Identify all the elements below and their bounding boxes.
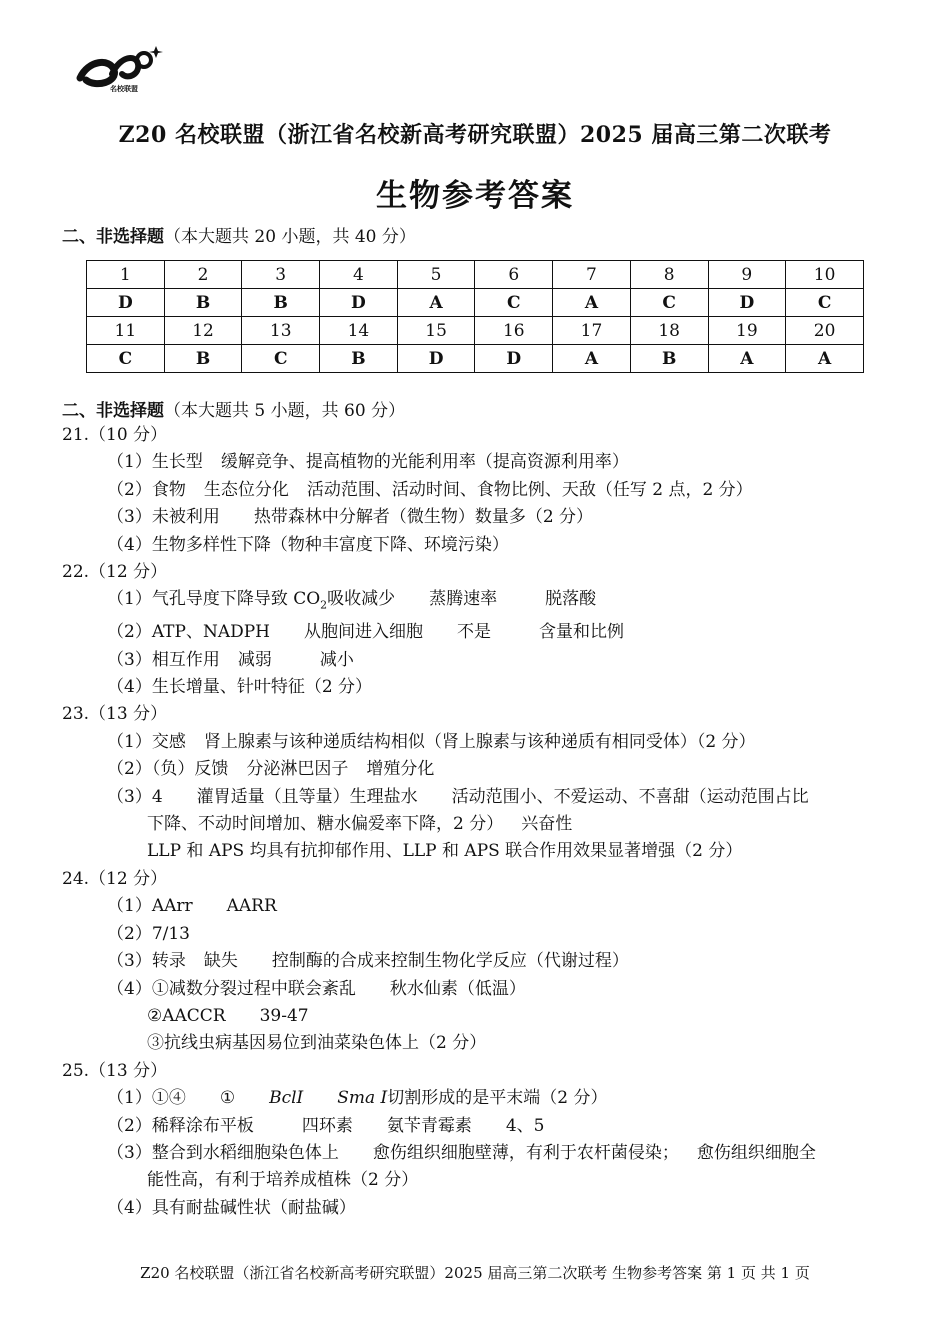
- answer-line: （4）①减数分裂过程中联会紊乱 秋水仙素（低温）: [107, 978, 526, 999]
- table-cell: 13: [242, 317, 320, 345]
- answer-line: ③抗线虫病基因易位到油菜染色体上（2 分）: [147, 1033, 487, 1054]
- question-23-heading: 23.（13 分）: [62, 704, 168, 725]
- answer-line: （1）气孔导度下降导致 $CO_2$吸收减少 蒸腾速率 脱落酸: [107, 589, 597, 612]
- answer-line: ②AACCR 39-47: [147, 1005, 309, 1026]
- table-cell: B: [320, 345, 398, 373]
- table-cell: D: [87, 289, 165, 317]
- table-cell: D: [320, 289, 398, 317]
- table-cell: D: [397, 345, 475, 373]
- table-cell: 18: [630, 317, 708, 345]
- table-cell: 4: [320, 261, 398, 289]
- table-cell: C: [630, 289, 708, 317]
- answer-line: 下降、不动时间增加、糖水偏爱率下降，2 分） 兴奋性: [147, 814, 573, 835]
- table-cell: C: [475, 289, 553, 317]
- table-cell: 14: [320, 317, 398, 345]
- table-cell: 3: [242, 261, 320, 289]
- table-row: [87, 317, 864, 345]
- table-cell: A: [786, 345, 864, 373]
- table-cell: B: [164, 289, 242, 317]
- section-heading-1: 二、非选择题（本大题共 20 小题，共 40 分）: [62, 227, 416, 247]
- table-cell: A: [397, 289, 475, 317]
- table-cell: 10: [786, 261, 864, 289]
- answer-line: （3）4 灌胃适量（且等量）生理盐水 活动范围小、不爱运动、不喜甜（运动范围占比: [107, 786, 809, 807]
- table-cell: 12: [164, 317, 242, 345]
- table-cell: A: [553, 289, 631, 317]
- page-title: 生物参考答案: [376, 178, 574, 214]
- table-cell: B: [164, 345, 242, 373]
- table-cell: 15: [397, 317, 475, 345]
- table-cell: 2: [164, 261, 242, 289]
- table-cell: 7: [553, 261, 631, 289]
- answer-line: （4）生长增量、针叶特征（2 分）: [107, 677, 373, 698]
- table-cell: A: [553, 345, 631, 373]
- table-cell: C: [242, 345, 320, 373]
- question-24-heading: 24.（12 分）: [62, 868, 168, 889]
- answer-line: LLP 和 APS 均具有抗抑郁作用、LLP 和 APS 联合作用效果显著增强（2 分）: [147, 841, 743, 862]
- question-21-heading: 21.（10 分）: [62, 425, 168, 445]
- logo-text: 名校联盟: [110, 85, 138, 93]
- section-heading-2: 二、非选择题（本大题共 5 小题，共 60 分）: [62, 401, 406, 421]
- table-cell: 6: [475, 261, 553, 289]
- table-cell: B: [630, 345, 708, 373]
- table-cell: 17: [553, 317, 631, 345]
- answer-line: （2）稀释涂布平板 四环素 氨苄青霉素 4、5: [107, 1115, 545, 1136]
- answer-line: （1）①④ ① BclI Sma I切割形成的是平末端（2 分）: [107, 1088, 608, 1109]
- question-22-heading: 22.（12 分）: [62, 562, 168, 583]
- table-row: [87, 345, 864, 373]
- table-row: [87, 261, 864, 289]
- answer-line: （3）相互作用 减弱 减小: [107, 649, 354, 670]
- answer-line: （2）食物 生态位分化 活动范围、活动时间、食物比例、天敌（任写 2 点，2 分）: [107, 479, 753, 500]
- table-cell: 11: [87, 317, 165, 345]
- answer-line: （1）生长型 缓解竞争、提高植物的光能利用率（提高资源利用率）: [107, 452, 629, 473]
- question-25-heading: 25.（13 分）: [62, 1060, 168, 1081]
- answer-line: （1）AArr AARR: [107, 896, 277, 917]
- answer-line: （3）转录 缺失 控制酶的合成来控制生物化学反应（代谢过程）: [107, 951, 629, 972]
- table-cell: 16: [475, 317, 553, 345]
- answer-line: （2）ATP、NADPH 从胞间进入细胞 不是 含量和比例: [107, 622, 624, 643]
- table-cell: A: [708, 345, 786, 373]
- table-cell: D: [475, 345, 553, 373]
- table-cell: C: [786, 289, 864, 317]
- answer-table: [86, 260, 864, 373]
- table-cell: 1: [87, 261, 165, 289]
- table-cell: B: [242, 289, 320, 317]
- answer-line: （4）具有耐盐碱性状（耐盐碱）: [107, 1197, 356, 1218]
- answer-line: （3）未被利用 热带森林中分解者（微生物）数量多（2 分）: [107, 507, 594, 528]
- answer-body: [62, 422, 912, 1222]
- table-cell: 8: [630, 261, 708, 289]
- answer-line: （3）整合到水稻细胞染色体上 愈伤组织细胞壁薄，有利于农杆菌侵染； 愈伤组织细胞全: [107, 1142, 816, 1163]
- page-footer: Z20 名校联盟（浙江省名校新高考研究联盟）2025 届高三第二次联考 生物参考答案 第 1 页 共 1 页: [140, 1264, 810, 1282]
- answer-line: （2）（负）反馈 分泌淋巴因子 增殖分化: [107, 759, 435, 780]
- answer-line: （4）生物多样性下降（物种丰富度下降、环境污染）: [107, 534, 509, 555]
- table-cell: 9: [708, 261, 786, 289]
- answer-line: 能性高，有利于培养成植株（2 分）: [147, 1170, 419, 1191]
- exam-header: Z20 名校联盟（浙江省名校新高考研究联盟）2025 届高三第二次联考: [118, 122, 832, 148]
- table-row: [87, 289, 864, 317]
- table-cell: 5: [397, 261, 475, 289]
- answer-line: （2）7/13: [107, 923, 190, 944]
- table-cell: D: [708, 289, 786, 317]
- answer-line: （1）交感 肾上腺素与该种递质结构相似（肾上腺素与该种递质有相同受体）（2 分）: [107, 731, 756, 752]
- table-cell: 19: [708, 317, 786, 345]
- table-cell: C: [87, 345, 165, 373]
- table-cell: 20: [786, 317, 864, 345]
